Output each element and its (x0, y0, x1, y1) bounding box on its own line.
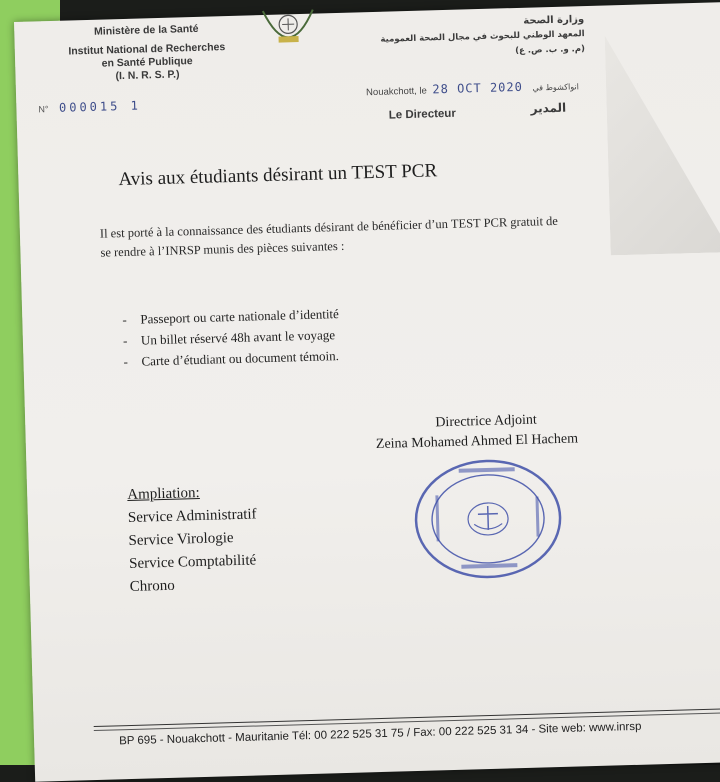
recipient-item: Service Virologie (128, 530, 234, 550)
institute-name-ar: المعهد الوطني للبحوث في مجال الصحة العمومية (380, 29, 585, 45)
ministry-name-fr: Ministère de la Santé (93, 22, 199, 38)
required-documents-list (122, 300, 444, 372)
page-fold-shadow (605, 32, 720, 255)
national-emblem-logo (258, 6, 319, 52)
official-seal-stamp (406, 452, 570, 586)
date-line (366, 78, 596, 98)
date-prefix: Nouakchott, le (365, 85, 427, 99)
list-item: - Carte d’étudiant ou document témoin. (123, 342, 443, 372)
header-arabic (374, 12, 585, 63)
signatory-name: Zeina Mohamed Ahmed El Hachem (375, 431, 579, 453)
signatory-role-ar: المدير (530, 100, 567, 116)
list-item: - Un billet réservé 48h avant le voyage (123, 321, 443, 351)
notice-body: Il est porté à la connaissance des étudiants désirant de bénéficier d’un TEST PCR gratuit de se rendre à l’INRSP munis des pièces suivantes : (99, 213, 559, 260)
footer-contact: BP 695 - Nouakchott - Mauritanie Tél: 00 222 525 31 75 / Fax: 00 222 525 31 34 - Site web: www.inrsp (118, 720, 642, 748)
date-stamp-value: 28 OCT 2020 (432, 79, 524, 97)
document-page (14, 2, 720, 782)
signatory-role-fr: Le Directeur (388, 107, 457, 122)
recipient-item: Chrono (129, 577, 176, 595)
institute-acronym: (I. N. R. S. P.) (115, 68, 180, 83)
date-suffix-ar: انواكشوط في (532, 82, 579, 93)
notice-title: Avis aux étudiants désirant un TEST PCR (118, 160, 438, 191)
institute-name-line1: Institut National de Recherches (68, 41, 226, 58)
reference-number (38, 98, 141, 115)
institute-acronym-ar: (م. و. ب. ص. ع) (515, 44, 586, 57)
reference-label: N° (38, 104, 49, 115)
list-item: - Passeport ou carte nationale d’identité (122, 300, 442, 330)
header-french (36, 21, 258, 85)
signatory-title: Directrice Adjoint (435, 412, 537, 431)
ampliation-heading: Ampliation: (127, 485, 200, 504)
institute-name-line2: en Santé Publique (101, 55, 193, 70)
reference-stamp-value: 000015 1 (58, 98, 141, 115)
ministry-name-ar: وزارة الصحة (523, 14, 585, 27)
ampliation-block (127, 480, 259, 599)
recipient-item: Service Administratif (127, 506, 257, 527)
recipient-item: Service Comptabilité (128, 552, 257, 572)
